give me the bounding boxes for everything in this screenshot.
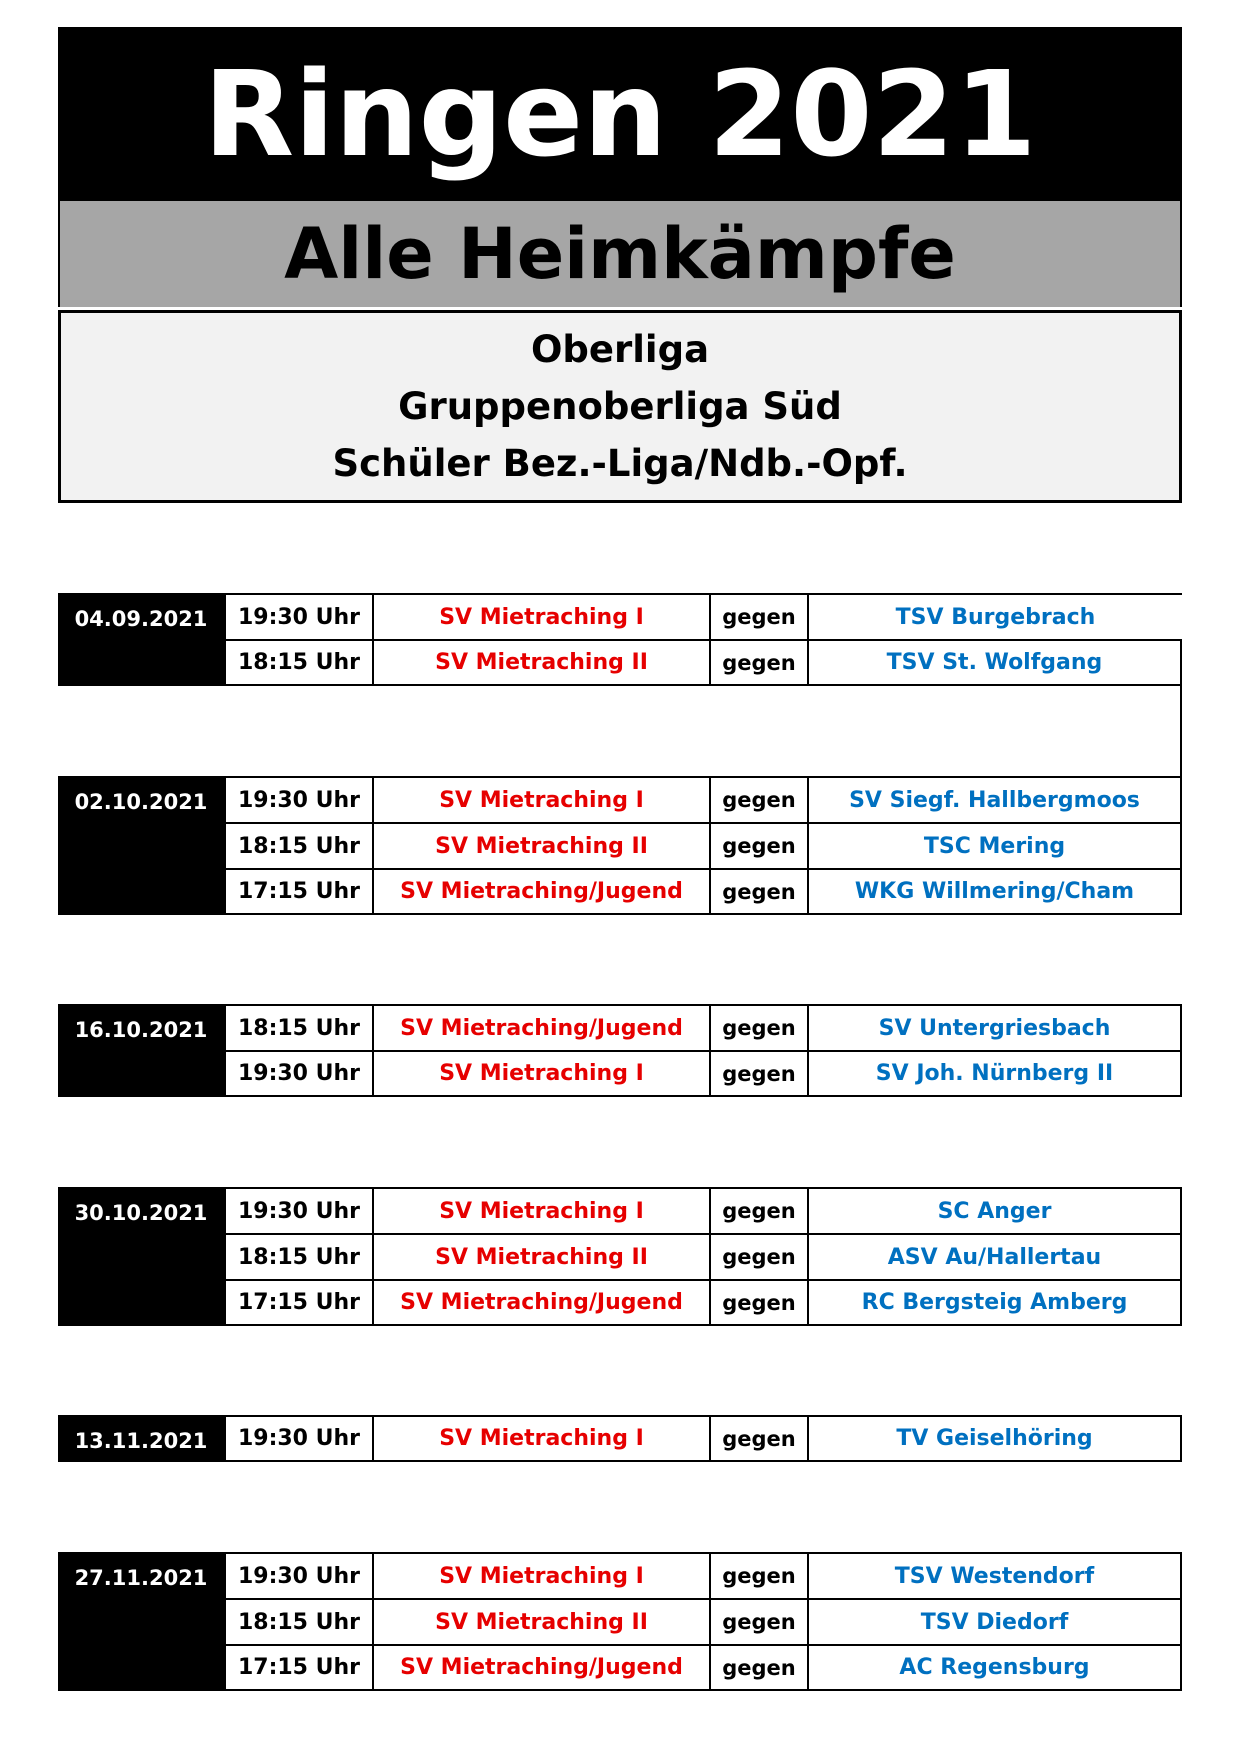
match-row — [224, 1233, 1182, 1279]
match-time: 17:15 Uhr — [224, 1281, 372, 1324]
versus-label: gegen — [709, 778, 807, 822]
leagues-box — [58, 310, 1182, 503]
league-name: Schüler Bez.-Liga/Ndb.-Opf. — [332, 442, 908, 485]
versus-label: gegen — [709, 1052, 807, 1095]
guest-team: TV Geiselhöring — [807, 1417, 1182, 1460]
home-team: SV Mietraching/Jugend — [372, 1646, 709, 1689]
home-team: SV Mietraching/Jugend — [372, 1281, 709, 1324]
versus-label: gegen — [709, 824, 807, 868]
match-row — [224, 1644, 1182, 1691]
home-team: SV Mietraching I — [372, 778, 709, 822]
guest-team: SV Siegf. Hallbergmoos — [807, 778, 1182, 822]
match-row — [224, 1187, 1182, 1233]
match-day-block — [58, 776, 1182, 915]
guest-team: TSV Westendorf — [807, 1554, 1182, 1598]
guest-team: RC Bergsteig Amberg — [807, 1281, 1182, 1324]
match-row — [224, 776, 1182, 822]
guest-team: TSC Mering — [807, 824, 1182, 868]
versus-label: gegen — [709, 1554, 807, 1598]
home-team: SV Mietraching II — [372, 824, 709, 868]
versus-label: gegen — [709, 641, 807, 684]
match-time: 18:15 Uhr — [224, 1006, 372, 1050]
home-team: SV Mietraching II — [372, 641, 709, 684]
match-date: 13.11.2021 — [58, 1415, 224, 1462]
versus-label: gegen — [709, 1281, 807, 1324]
guest-team: ASV Au/Hallertau — [807, 1235, 1182, 1279]
match-day-block — [58, 1552, 1182, 1691]
table-border — [1180, 639, 1182, 776]
match-row — [224, 1004, 1182, 1050]
versus-label: gegen — [709, 1189, 807, 1233]
versus-label: gegen — [709, 1417, 807, 1460]
guest-team: SV Joh. Nürnberg II — [807, 1052, 1182, 1095]
home-team: SV Mietraching II — [372, 1600, 709, 1644]
guest-team: TSV Burgebrach — [807, 595, 1182, 639]
match-row — [224, 1415, 1182, 1462]
home-team: SV Mietraching/Jugend — [372, 1006, 709, 1050]
match-time: 19:30 Uhr — [224, 1189, 372, 1233]
home-team: SV Mietraching II — [372, 1235, 709, 1279]
versus-label: gegen — [709, 870, 807, 913]
match-row — [224, 822, 1182, 868]
guest-team: WKG Willmering/Cham — [807, 870, 1182, 913]
match-date: 30.10.2021 — [58, 1187, 224, 1326]
match-row — [224, 1598, 1182, 1644]
match-row — [224, 1279, 1182, 1326]
match-row — [224, 593, 1182, 639]
match-time: 18:15 Uhr — [224, 641, 372, 684]
match-time: 19:30 Uhr — [224, 595, 372, 639]
home-team: SV Mietraching/Jugend — [372, 870, 709, 913]
versus-label: gegen — [709, 1235, 807, 1279]
guest-team: SV Untergriesbach — [807, 1006, 1182, 1050]
versus-label: gegen — [709, 595, 807, 639]
home-team: SV Mietraching I — [372, 595, 709, 639]
match-date: 04.09.2021 — [58, 593, 224, 686]
match-time: 19:30 Uhr — [224, 1554, 372, 1598]
league-name: Oberliga — [530, 328, 710, 371]
match-day-block — [58, 1415, 1182, 1462]
match-time: 19:30 Uhr — [224, 778, 372, 822]
match-day-block — [58, 593, 1182, 686]
league-name: Gruppenoberliga Süd — [398, 385, 842, 428]
match-time: 18:15 Uhr — [224, 824, 372, 868]
match-time: 17:15 Uhr — [224, 870, 372, 913]
match-time: 19:30 Uhr — [224, 1417, 372, 1460]
versus-label: gegen — [709, 1600, 807, 1644]
match-date: 02.10.2021 — [58, 776, 224, 915]
home-team: SV Mietraching I — [372, 1189, 709, 1233]
match-time: 19:30 Uhr — [224, 1052, 372, 1095]
match-row — [224, 1050, 1182, 1097]
page-title: Ringen 2021 — [58, 27, 1182, 201]
home-team: SV Mietraching I — [372, 1052, 709, 1095]
guest-team: SC Anger — [807, 1189, 1182, 1233]
versus-label: gegen — [709, 1646, 807, 1689]
guest-team: TSV St. Wolfgang — [807, 641, 1182, 684]
match-time: 18:15 Uhr — [224, 1235, 372, 1279]
page-subtitle: Alle Heimkämpfe — [58, 201, 1182, 307]
guest-team: AC Regensburg — [807, 1646, 1182, 1689]
match-row — [224, 868, 1182, 915]
match-row — [224, 639, 1182, 686]
home-team: SV Mietraching I — [372, 1554, 709, 1598]
match-row — [224, 1552, 1182, 1598]
match-date: 16.10.2021 — [58, 1004, 224, 1097]
match-time: 17:15 Uhr — [224, 1646, 372, 1689]
home-team: SV Mietraching I — [372, 1417, 709, 1460]
match-date: 27.11.2021 — [58, 1552, 224, 1691]
versus-label: gegen — [709, 1006, 807, 1050]
guest-team: TSV Diedorf — [807, 1600, 1182, 1644]
match-day-block — [58, 1187, 1182, 1326]
match-day-block — [58, 1004, 1182, 1097]
match-time: 18:15 Uhr — [224, 1600, 372, 1644]
